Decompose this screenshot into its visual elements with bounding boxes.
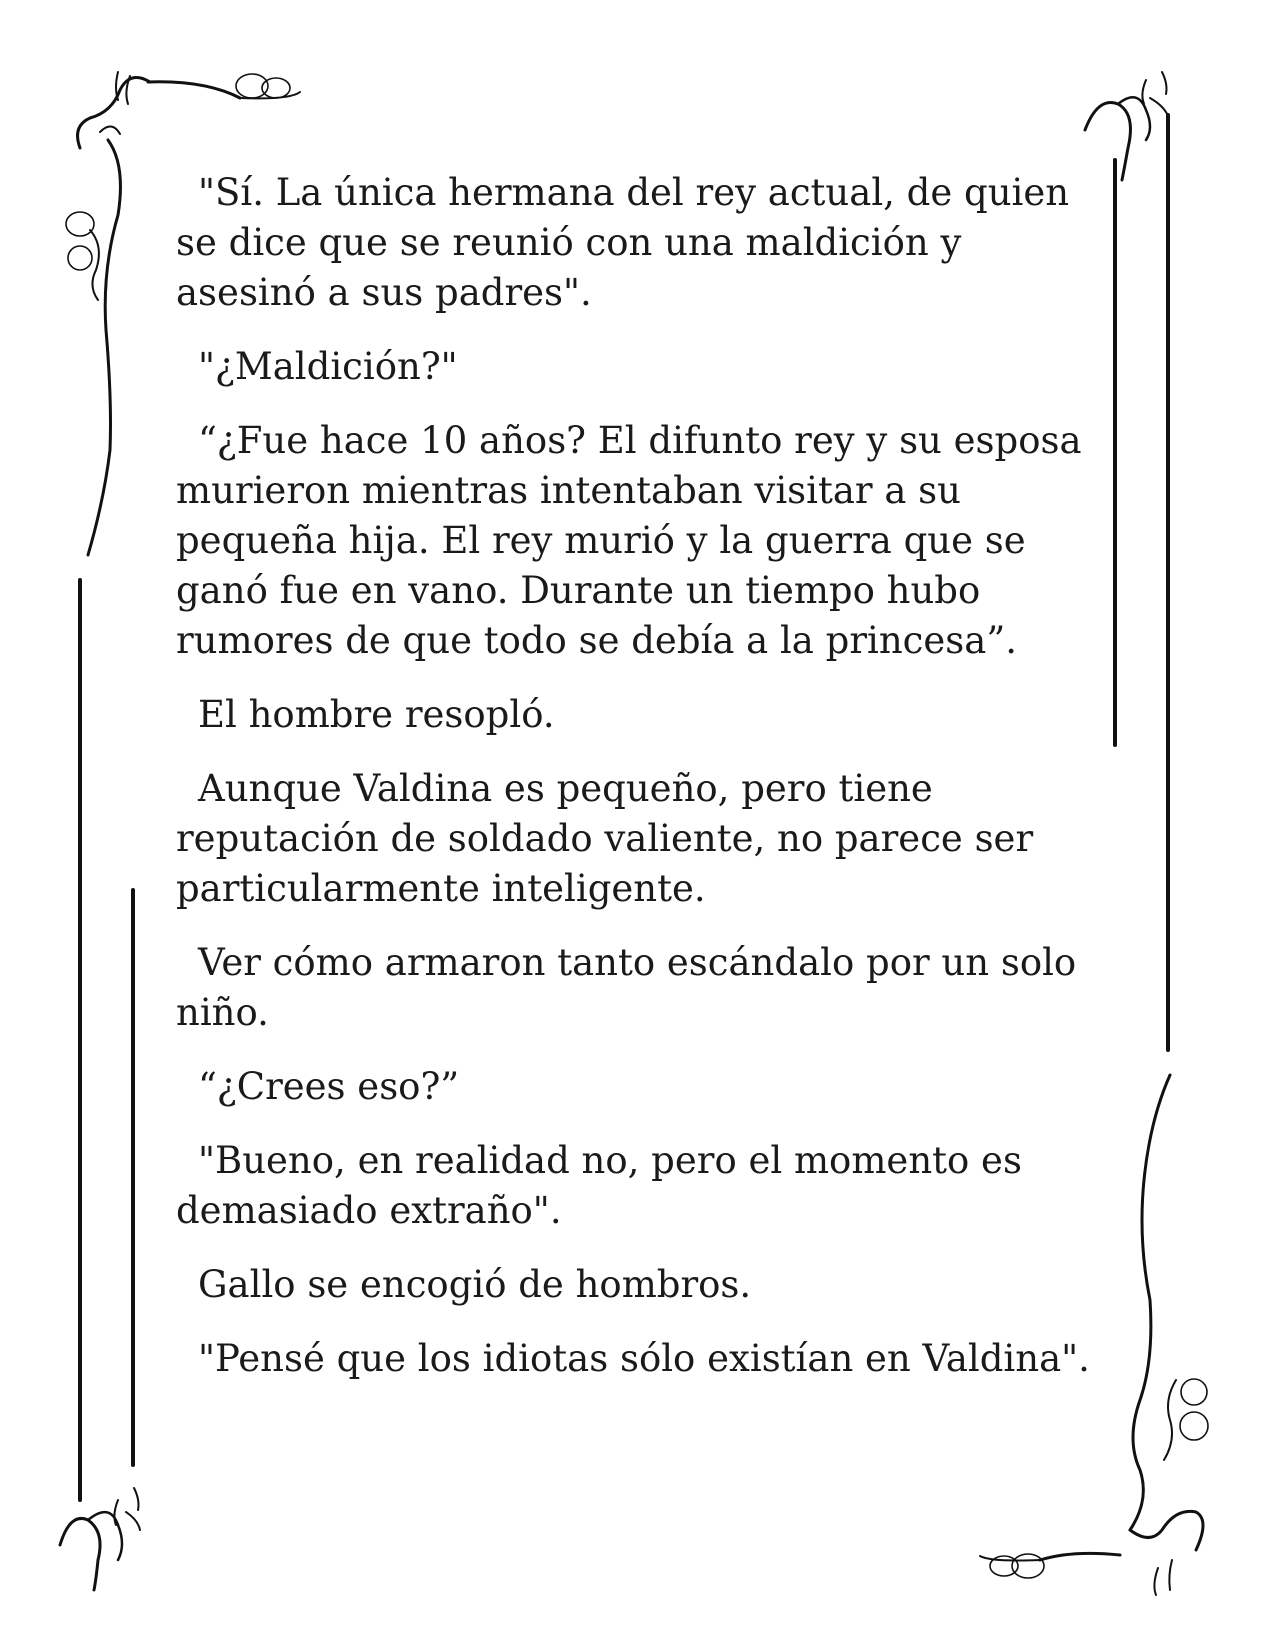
paragraph: Aunque Valdina es pequeño, pero tiene reputación de soldado valiente, no parece ser particularmente inteligente. <box>176 767 1034 910</box>
paragraph: Gallo se encogió de hombros. <box>198 1263 752 1306</box>
paragraph: "Bueno, en realidad no, pero el momento es demasiado extraño". <box>176 1139 1022 1232</box>
body-text <box>176 168 1106 1408</box>
flourish-top-right-icon <box>1085 72 1168 180</box>
paragraph: "¿Maldición?" <box>198 345 458 388</box>
paragraph: Ver cómo armaron tanto escándalo por un solo niño. <box>176 941 1077 1034</box>
paragraph: “¿Crees eso?” <box>198 1065 460 1108</box>
paragraph: El hombre resopló. <box>198 693 555 736</box>
paragraph: "Pensé que los idiotas sólo existían en Valdina". <box>198 1337 1090 1380</box>
flourish-bottom-left-icon <box>60 1488 140 1590</box>
paragraph: “¿Fue hace 10 años? El difunto rey y su esposa murieron mientras intentaban visitar a su pequeña hija. El rey murió y la guerra que se ganó fue en vano. Durante un tiempo hubo rumores de que todo se debía a la princesa”. <box>176 419 1082 662</box>
paragraph: "Sí. La única hermana del rey actual, de quien se dice que se reunió con una maldición y asesinó a sus padres". <box>176 171 1070 314</box>
